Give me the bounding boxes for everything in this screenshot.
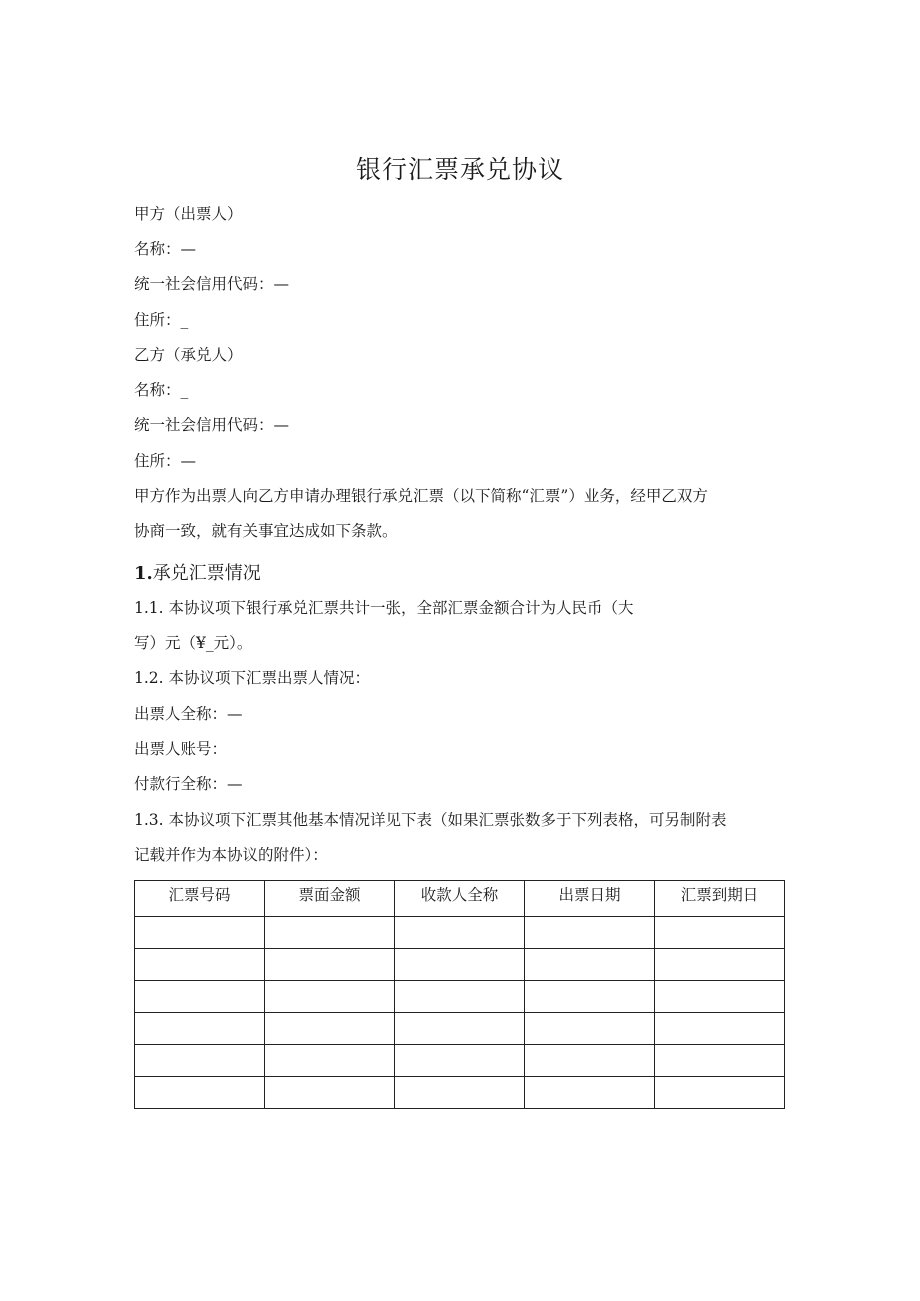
table-cell — [525, 1013, 655, 1045]
party-b-address: 住所：— — [134, 452, 197, 470]
table-row — [135, 1077, 785, 1109]
header-due-date: 汇票到期日 — [655, 881, 785, 917]
table-cell — [395, 949, 525, 981]
party-a-name: 名称：— — [134, 240, 197, 258]
table-cell — [655, 1077, 785, 1109]
table-cell — [525, 917, 655, 949]
table-cell — [265, 917, 395, 949]
party-b-credit-code: 统一社会信用代码：— — [134, 416, 290, 434]
section-1-heading — [134, 561, 261, 587]
table-cell — [395, 1013, 525, 1045]
table-cell — [525, 981, 655, 1013]
table-cell — [655, 917, 785, 949]
intro-line-1: 甲方作为出票人向乙方申请办理银行承兑汇票（以下简称“汇票”）业务，经甲乙双方 — [134, 487, 708, 505]
table-cell — [265, 1077, 395, 1109]
page-title: 银行汇票承兑协议 — [355, 155, 564, 184]
table-cell — [265, 949, 395, 981]
table-cell — [135, 949, 265, 981]
table-cell — [395, 917, 525, 949]
table-cell — [265, 1045, 395, 1077]
table-header-row — [135, 881, 785, 917]
table-cell — [655, 981, 785, 1013]
table-cell — [265, 1013, 395, 1045]
header-issue-date: 出票日期 — [525, 881, 655, 917]
table-row — [135, 981, 785, 1013]
payer-bank-full-name: 付款行全称：— — [134, 775, 243, 793]
table-cell — [135, 917, 265, 949]
table-cell — [265, 981, 395, 1013]
table-cell — [525, 949, 655, 981]
party-a-label: 甲方（出票人） — [134, 205, 243, 223]
header-bill-number: 汇票号码 — [135, 881, 265, 917]
section-1-number: 1. — [134, 563, 153, 584]
header-face-amount: 票面金额 — [265, 881, 395, 917]
table-cell — [395, 981, 525, 1013]
table-cell — [135, 1045, 265, 1077]
table-cell — [135, 1077, 265, 1109]
table-cell — [655, 1045, 785, 1077]
drawer-full-name: 出票人全称：— — [134, 705, 243, 723]
bill-details-table — [134, 880, 785, 1109]
table-cell — [525, 1045, 655, 1077]
table-cell — [135, 981, 265, 1013]
table-cell — [655, 1013, 785, 1045]
table-cell — [395, 1045, 525, 1077]
drawer-account: 出票人账号： — [134, 740, 228, 758]
table-row — [135, 917, 785, 949]
clause-1-3-line-2: 记载并作为本协议的附件）： — [134, 846, 328, 864]
table-cell — [525, 1077, 655, 1109]
table-cell — [135, 1013, 265, 1045]
clause-1-3-line-1: 1.3. 本协议项下汇票其他基本情况详见下表（如果汇票张数多于下列表格，可另制附表 — [134, 811, 727, 829]
party-b-label: 乙方（承兑人） — [134, 346, 243, 364]
header-payee-full-name: 收款人全称 — [395, 881, 525, 917]
party-b-name: 名称：_ — [134, 381, 189, 399]
clause-1-1-line-2: 写）元（¥_元）。 — [134, 634, 253, 652]
table-row — [135, 949, 785, 981]
table-cell — [655, 949, 785, 981]
table-cell — [395, 1077, 525, 1109]
table-row — [135, 1045, 785, 1077]
table-row — [135, 1013, 785, 1045]
party-a-credit-code: 统一社会信用代码：— — [134, 275, 290, 293]
clause-1-1-line-1: 1.1. 本协议项下银行承兑汇票共计一张，全部汇票金额合计为人民币（大 — [134, 599, 634, 617]
clause-1-2: 1.2. 本协议项下汇票出票人情况： — [134, 669, 371, 687]
section-1-title: 承兑汇票情况 — [152, 563, 261, 584]
intro-line-2: 协商一致，就有关事宜达成如下条款。 — [134, 522, 398, 540]
party-a-address: 住所：_ — [134, 311, 189, 329]
